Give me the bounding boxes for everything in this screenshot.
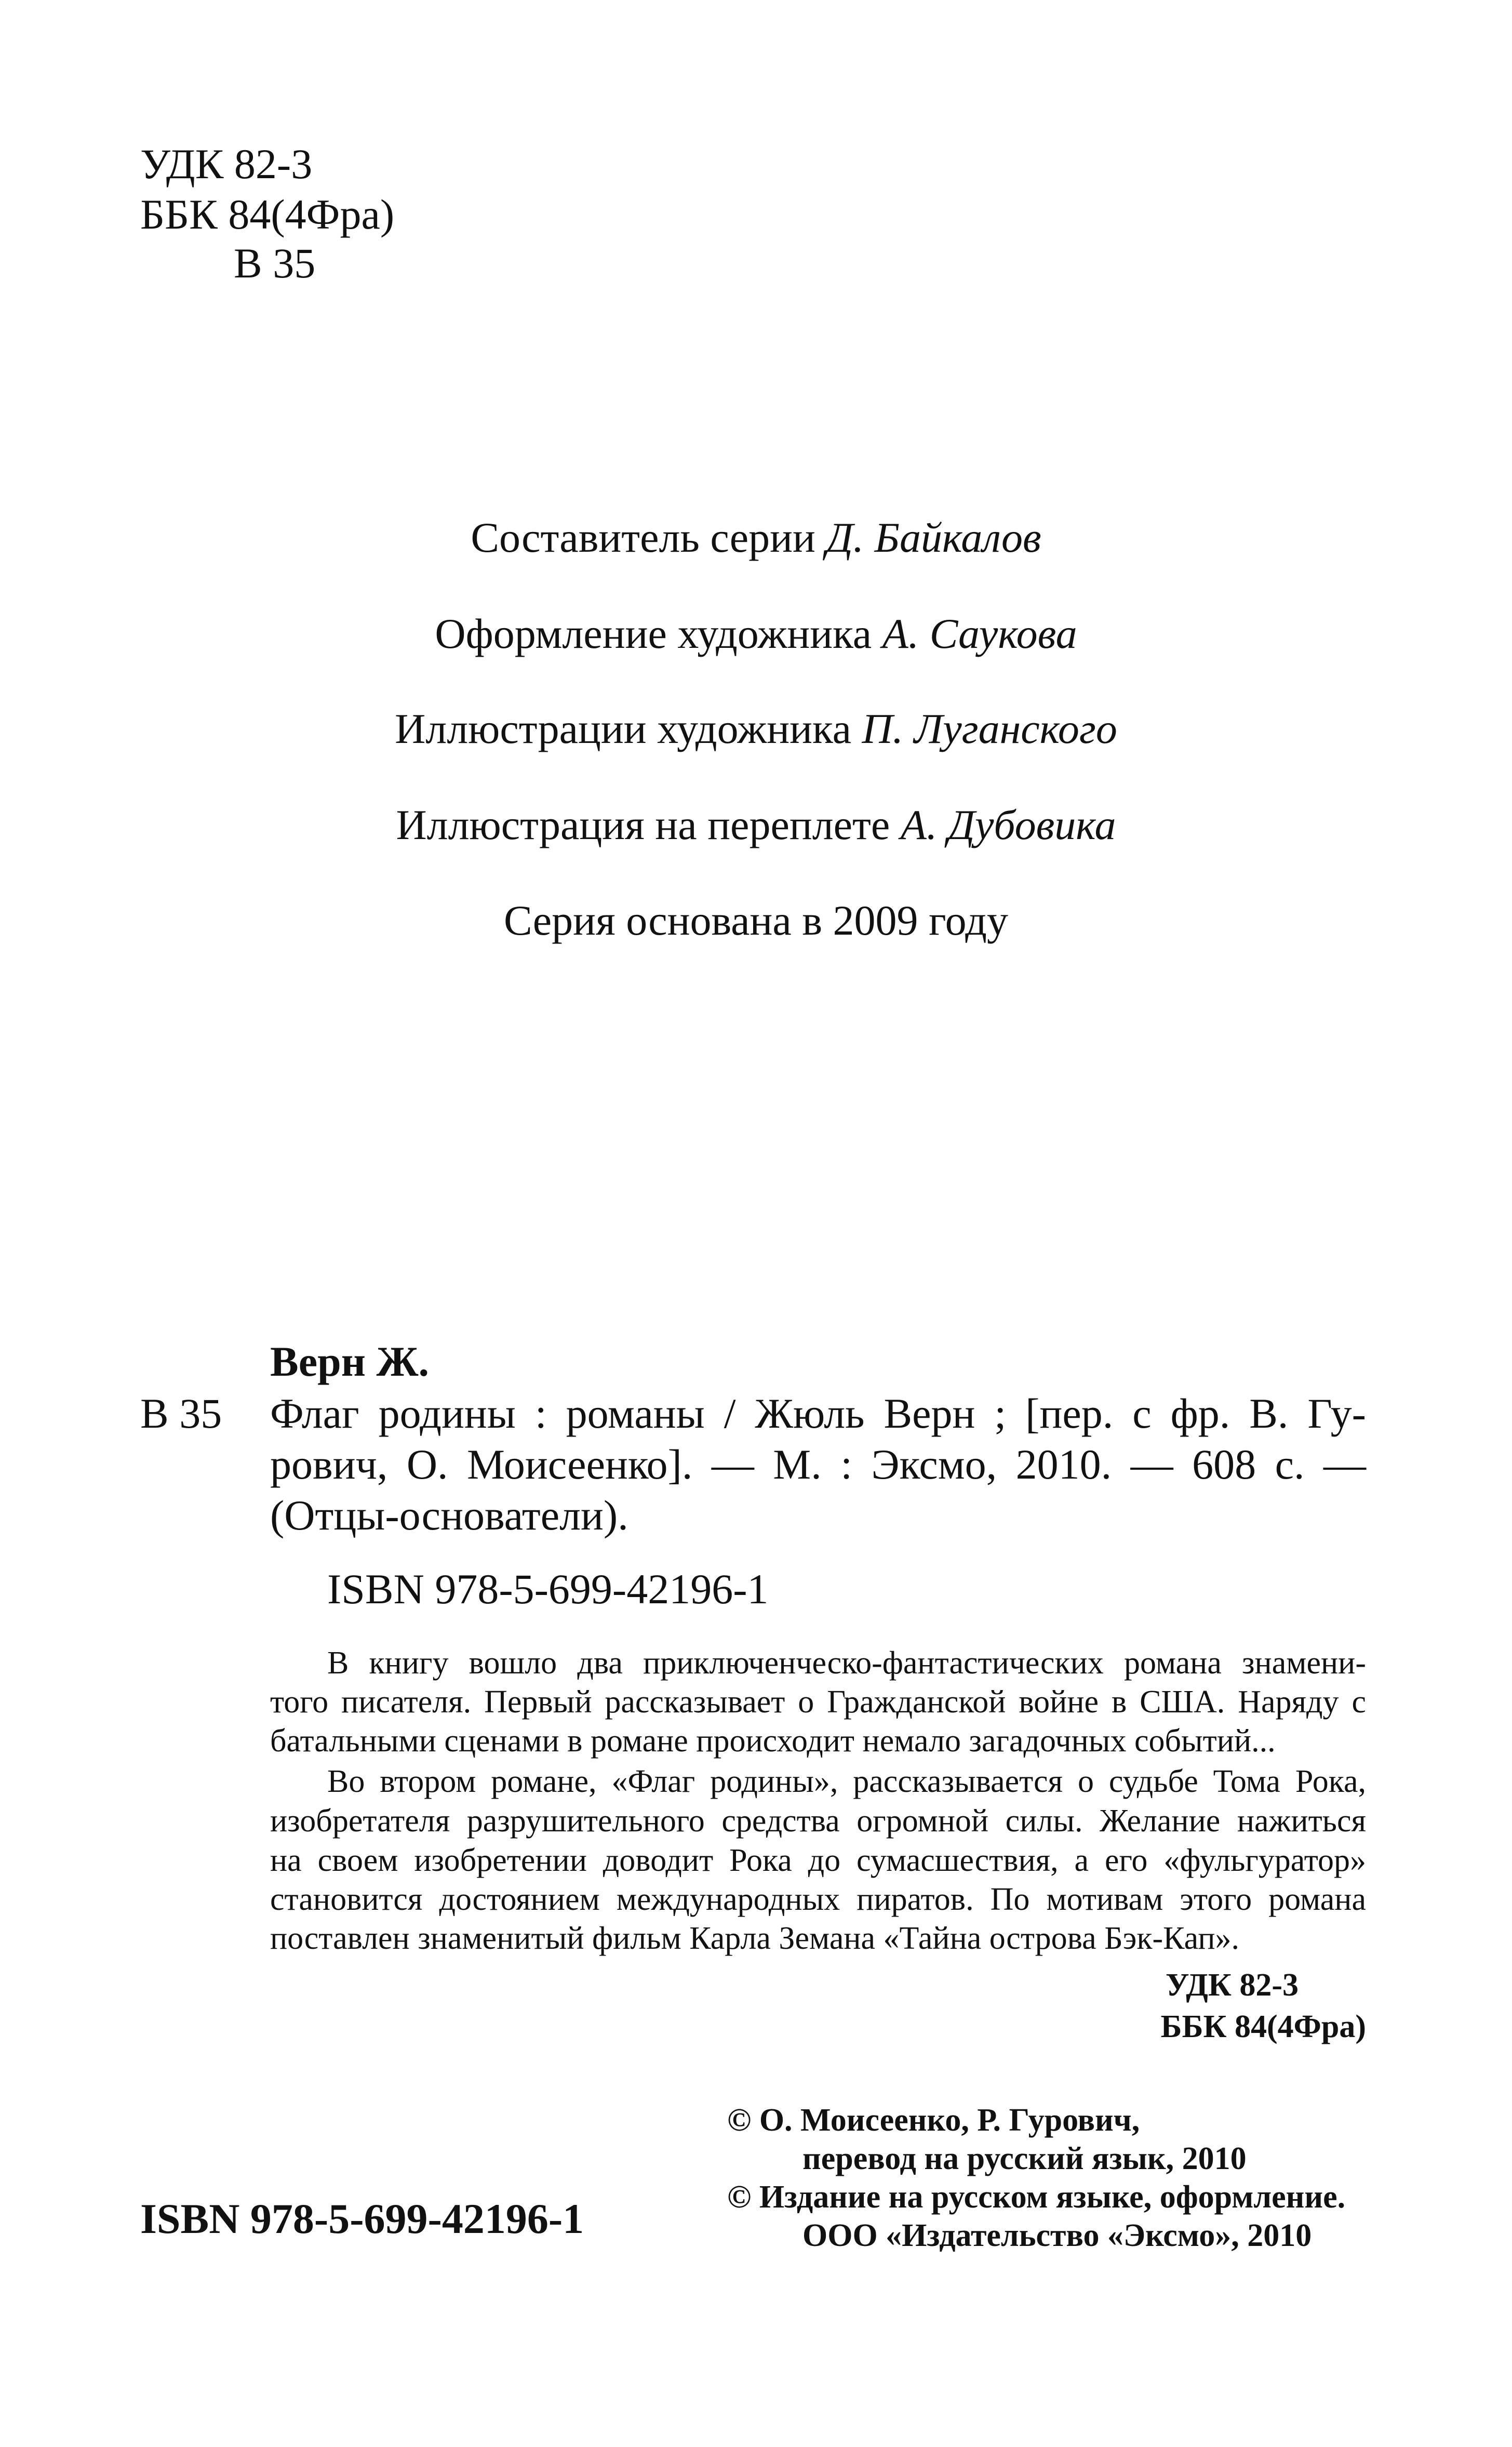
- udk-code: УДК 82-3: [140, 140, 313, 188]
- entry-line: (Отцы-основатели).: [270, 1492, 628, 1539]
- credit-illustrations: Иллюстрации художника П. Луганского: [395, 705, 1117, 752]
- annotation-line: того писателя. Первый рассказывает о Гражданской войне в США. Наряду с: [270, 1684, 1366, 1720]
- copyright-line: © О. Моисеенко, Р. Гурович,: [727, 2103, 1140, 2138]
- bbk-code-bottom: ББК 84(4Фра): [1160, 2009, 1366, 2044]
- annotation-line: на своем изобретении доводит Рока до сумасшествия, а его «фульгуратор»: [270, 1843, 1366, 1878]
- author-heading: Верн Ж.: [270, 1338, 430, 1385]
- bbk-code: ББК 84(4Фра): [140, 191, 395, 238]
- credit-cover-illustration: Иллюстрация на переплете А. Дубовика: [396, 801, 1116, 848]
- udk-code-bottom: УДК 82-3: [1166, 1967, 1299, 2003]
- annotation-line: становится достоянием международных пиратов. По мотивам этого романа: [270, 1882, 1366, 1917]
- copyright-line: © Издание на русском языке, оформление.: [727, 2179, 1346, 2215]
- annotation-line: поставлен знаменитый фильм Карла Земана «Тайна острова Бэк-Кап».: [270, 1921, 1240, 1956]
- series-founded: Серия основана в 2009 году: [504, 897, 1008, 944]
- annotation-line: Во втором романе, «Флаг родины», рассказывается о судьбе Тома Рока,: [327, 1764, 1366, 1799]
- entry-line: Флаг родины : романы / Жюль Верн ; [пер. с фр. В. Гу-: [270, 1390, 1366, 1437]
- annotation-line: изобретателя разрушительного средства огромной силы. Желание нажиться: [270, 1803, 1366, 1839]
- isbn-entry: ISBN 978-5-699-42196-1: [327, 1565, 769, 1613]
- annotation-line: В книгу вошло два приключенческо-фантастических романа знамени-: [327, 1645, 1366, 1681]
- isbn-bottom: ISBN 978-5-699-42196-1: [140, 2195, 584, 2242]
- author-mark: В 35: [234, 240, 316, 287]
- copyright-line: ООО «Издательство «Эксмо», 2010: [802, 2218, 1312, 2253]
- credit-design: Оформление художника А. Саукова: [435, 610, 1077, 657]
- credit-series-compiler: Составитель серии Д. Байкалов: [471, 514, 1041, 561]
- entry-mark: В 35: [140, 1390, 222, 1437]
- annotation-line: батальными сценами в романе происходит немало загадочных событий...: [270, 1723, 1276, 1759]
- copyright-line: перевод на русский язык, 2010: [802, 2141, 1247, 2176]
- entry-line: рович, О. Моисеенко]. — М. : Эксмо, 2010. — 608 с. —: [270, 1441, 1366, 1488]
